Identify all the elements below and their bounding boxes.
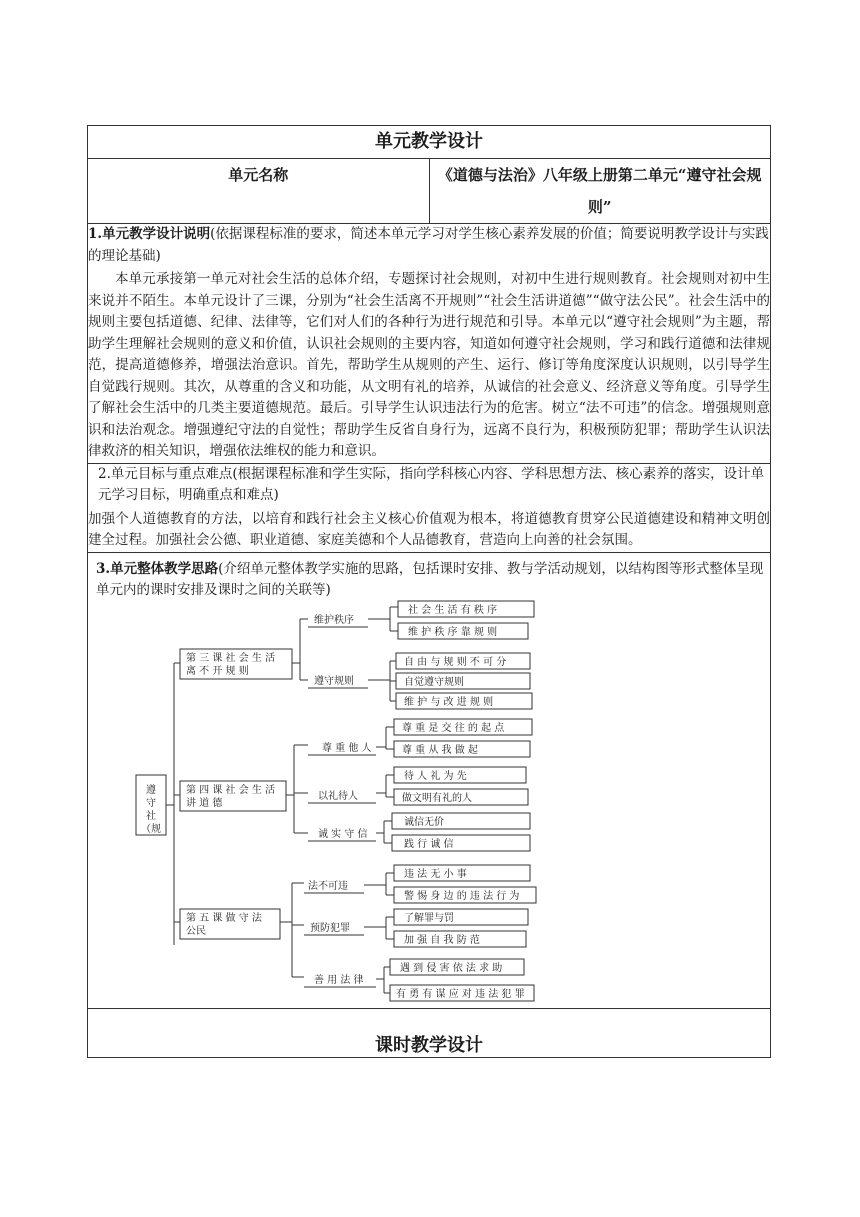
section1-body: 本单元承接第一单元对社会生活的总体介绍，专题探讨社会规则，对初中生进行规则教育。社会规则对初中生来说并不陌生。本单元设计了三课，分别为“社会生活离不开规则”“社会生活讲道德”“做守法公民”。社会生活中的规则主要包括道德、纪律、法律等，它们对人们的各种行为进行规范和引导。本单元以“遵守社会规则”为主题，帮助学生理解社会规则的意义和价值，认识社会规则的主要内容，知道如何遵守社会规则，学习和践行道德和法律规范，提高道德修养，增强法治意识。首先，帮助学生从规则的产生、运行、修订等角度深度认识规则，以引导学生自觉践行规则。其次，从尊重的含义和功能，从文明有礼的培养，从诚信的社会意义、经济意义等角度。引导学生了解社会生活中的几类主要道德规范。最后。引导学生认识违法行为的危害。树立“法不可违”的信念。增强规则意识和法治观念。增强遵纪守法的自觉性；帮助学生反省自身行为，远离不良行为，积极预防犯罪；帮助学生认识法律救济的相关知识，增强依法维权的能力和意识。	[88, 271, 770, 459]
leaf-text: 维 护 秩 序 靠 规 则	[408, 626, 498, 638]
map-root-label-2: 守	[146, 797, 156, 809]
section2-body: 加强个人道德教育的方法，以培育和践行社会主义核心价值观为根本，将道德教育贯穿公民道德建设和精神文明创建全过程。加强社会公德、职业道德、家庭美德和个人品德教育，营造向上向善的社会氛围。	[88, 510, 770, 548]
leaf-text: 尊 重 从 我 做 起	[402, 744, 478, 756]
leaf-text: 维 护 与 改 进 规 则	[404, 696, 494, 708]
leaf-text: 自 由 与 规 则 不 可 分	[404, 656, 507, 668]
leaf-text: 尊 重 是 交 往 的 起 点	[402, 722, 505, 734]
topic-follow-rules: 遵守规则	[314, 675, 354, 687]
lesson-design-heading: 课时教学设计	[375, 1034, 483, 1056]
section1-heading	[88, 224, 770, 267]
unit-concept-map	[128, 597, 598, 1007]
unit-name-label: 单元名称	[88, 159, 430, 224]
topic-crime-prevention: 预防犯罪	[310, 922, 350, 934]
topic-maintain-order: 维护秩序	[314, 614, 354, 626]
leaf-text: 遇 到 侵 害 依 法 求 助	[400, 962, 503, 974]
unit-design-document	[87, 125, 771, 1058]
leaf-text: 自觉遵守规则	[404, 676, 464, 688]
section3-heading-rest: (介绍单元整体教学实施的思路，包括课时安排、教与学活动规划，以结构图等形式整体呈现单元内的课时安排及课时之间的关联等)	[96, 560, 764, 598]
topic-courtesy: 以礼待人	[318, 790, 358, 802]
unit-name-value: 《道德与法治》八年级上册第二单元“遵守社会规则”	[429, 159, 771, 224]
topic-respect-others: 尊 重 他 人	[322, 742, 372, 754]
map-root-label-3: 社	[146, 810, 156, 822]
section1-heading-rest: (依据课程标准的要求，简述本单元学习对学生核心素养发展的价值；简要说明教学设计与实践的理论基础)	[88, 226, 769, 264]
lesson5-title-line1: 第 五 课 做 守 法	[186, 912, 262, 924]
section2-heading: 2.单元目标与重点难点(根据课程标准和学生实际，指向学科核心内容、学科思想方法、核心素养的落实，设计单元学习目标，明确重点和难点)	[98, 465, 765, 503]
map-root-label-1: 遵	[146, 784, 156, 796]
topic-law-inviolable: 法不可违	[308, 880, 348, 892]
lesson4-title-line1: 第 四 课 社 会 生 活	[186, 784, 276, 796]
map-root-label-4: （规	[141, 823, 161, 835]
topic-use-law: 善 用 法 律	[314, 974, 364, 986]
leaf-text: 违 法 无 小 事	[404, 868, 467, 880]
leaf-text: 社 会 生 活 有 秩 序	[408, 604, 498, 616]
leaf-text: 了解罪与罚	[404, 912, 454, 924]
leaf-text: 警 惕 身 边 的 违 法 行 为	[404, 890, 520, 902]
section-design-description	[88, 224, 771, 464]
leaf-text: 诚信无价	[404, 816, 444, 828]
leaf-text: 做文明有礼的人	[402, 792, 472, 804]
leaf-text: 待 人 礼 为 先	[404, 770, 467, 782]
lesson-design-heading-cell	[88, 1008, 771, 1057]
unit-design-table	[87, 125, 771, 1058]
section1-heading-bold: 1.单元教学设计说明	[88, 226, 211, 242]
section-goals	[88, 463, 771, 552]
section-teaching-approach	[88, 552, 771, 1008]
section3-heading-bold: 3.单元整体教学思路	[96, 560, 219, 577]
leaf-text: 有 勇 有 谋 应 对 违 法 犯 罪	[396, 988, 525, 1000]
section3-heading	[88, 553, 770, 602]
leaf-text: 加 强 自 我 防 范	[404, 934, 480, 946]
document-title: 单元教学设计	[88, 126, 771, 159]
leaf-text: 践 行 诚 信	[404, 838, 454, 850]
lesson3-title-line1: 第 三 课 社 会 生 活	[186, 652, 276, 664]
lesson3-title-line2: 离 不 开 规 则	[186, 665, 249, 677]
lesson4-title-line2: 讲 道 德	[186, 797, 223, 809]
topic-honesty: 诚 实 守 信	[318, 828, 368, 840]
lesson5-title-line2: 公民	[186, 925, 206, 937]
